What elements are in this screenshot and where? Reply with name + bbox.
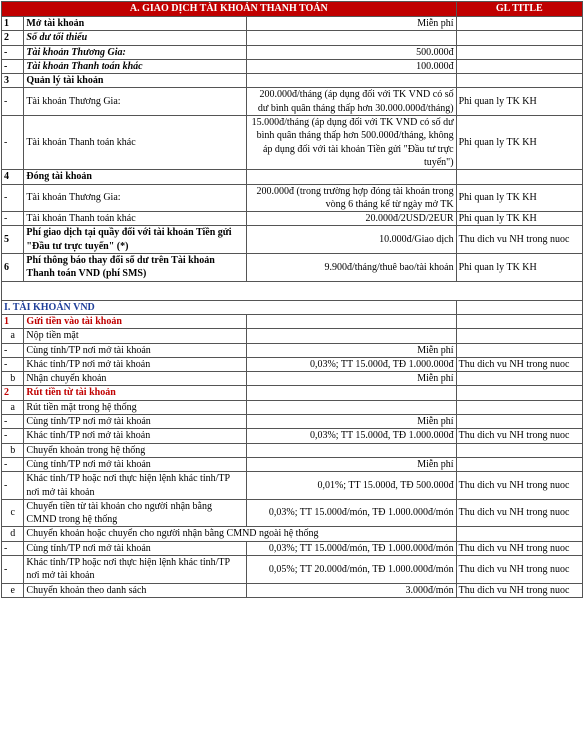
row-fee: 100.000đ xyxy=(246,59,456,73)
row-gl-title xyxy=(456,74,582,88)
row-description: Quản lý tài khoản xyxy=(24,74,246,88)
row-number: - xyxy=(2,555,24,583)
section-i-title-row xyxy=(2,300,583,314)
row-number: - xyxy=(2,88,24,116)
row-number: b xyxy=(2,443,24,457)
section-a-row xyxy=(2,31,583,45)
row-number: e xyxy=(2,583,24,597)
row-number: - xyxy=(2,541,24,555)
gl-title-header: GL TITLE xyxy=(456,2,582,17)
row-fee xyxy=(246,443,456,457)
row-fee xyxy=(246,386,456,400)
row-gl-title xyxy=(456,45,582,59)
row-fee xyxy=(246,400,456,414)
row-number: a xyxy=(2,400,24,414)
section-i-row xyxy=(2,527,583,541)
row-number: 6 xyxy=(2,254,24,282)
section-i-row xyxy=(2,443,583,457)
row-fee xyxy=(246,74,456,88)
row-gl-title xyxy=(456,527,582,541)
row-fee: Miễn phí xyxy=(246,343,456,357)
row-description: Tài khoản Thanh toán khác xyxy=(24,116,246,170)
row-number: 4 xyxy=(2,170,24,184)
row-fee xyxy=(246,329,456,343)
row-description: Nhận chuyển khoản xyxy=(24,372,246,386)
row-gl-title xyxy=(456,59,582,73)
row-description: Khác tỉnh/TP nơi mở tài khoản xyxy=(24,429,246,443)
section-a-row xyxy=(2,88,583,116)
row-fee xyxy=(246,170,456,184)
section-i-row xyxy=(2,457,583,471)
section-i-row xyxy=(2,329,583,343)
row-fee: 20.000đ/2USD/2EUR xyxy=(246,212,456,226)
row-fee: Miễn phí xyxy=(246,415,456,429)
row-fee: 0,03%; TT 15.000đ/món, TĐ 1.000.000đ/món xyxy=(246,541,456,555)
section-a-row xyxy=(2,212,583,226)
row-description: Số dư tối thiểu xyxy=(24,31,246,45)
section-a-row xyxy=(2,17,583,31)
row-description: Phí giao dịch tại quầy đối với tài khoản Tiền gửi "Đầu tư trực tuyến" (*) xyxy=(24,226,246,254)
row-gl-title xyxy=(456,343,582,357)
section-i-row xyxy=(2,583,583,597)
section-i-row xyxy=(2,314,583,328)
section-i-row xyxy=(2,499,583,527)
row-fee: 200.000đ (trong trường hợp đóng tài khoản trong vòng 6 tháng kể từ ngày mở TK xyxy=(246,184,456,212)
row-gl-title: Thu dich vu NH trong nuoc xyxy=(456,583,582,597)
row-fee: Miễn phí xyxy=(246,17,456,31)
row-description: Tài khoản Thương Gia: xyxy=(24,184,246,212)
row-gl-title: Thu dich vu NH trong nuoc xyxy=(456,429,582,443)
row-fee: 15.000đ/tháng (áp dụng đối với TK VND có số dư bình quân tháng thấp hơn 500.000đ/tháng, không áp dụng đối với tài khoản Tiền gửi "Đầu tư trực tuyến") xyxy=(246,116,456,170)
section-a-row xyxy=(2,254,583,282)
row-gl-title xyxy=(456,400,582,414)
row-description: Chuyển khoản trong hệ thống xyxy=(24,443,246,457)
row-number: c xyxy=(2,499,24,527)
row-fee xyxy=(246,31,456,45)
row-gl-title: Phi quan ly TK KH xyxy=(456,212,582,226)
row-fee: 200.000đ/tháng (áp dụng đối với TK VND có số dư bình quân tháng thấp hơn 30.000.000đ/tháng) xyxy=(246,88,456,116)
row-gl-title: Phi quan ly TK KH xyxy=(456,116,582,170)
row-description: Tài khoản Thương Gia: xyxy=(24,45,246,59)
row-description: Rút tiền từ tài khoản xyxy=(24,386,246,400)
section-i-row xyxy=(2,429,583,443)
row-gl-title xyxy=(456,31,582,45)
section-a-row xyxy=(2,45,583,59)
row-number: - xyxy=(2,343,24,357)
row-description: Cùng tỉnh/TP nơi mở tài khoản xyxy=(24,415,246,429)
section-i-row xyxy=(2,386,583,400)
row-gl-title xyxy=(456,329,582,343)
row-gl-title: Phi quan ly TK KH xyxy=(456,254,582,282)
row-fee: 0,01%; TT 15.000đ, TĐ 500.000đ xyxy=(246,472,456,500)
section-i-row xyxy=(2,472,583,500)
section-a-row xyxy=(2,116,583,170)
row-gl-title: Thu dich vu NH trong nuoc xyxy=(456,555,582,583)
row-gl-title xyxy=(456,457,582,471)
row-description: Đóng tài khoản xyxy=(24,170,246,184)
table-header-row xyxy=(2,2,583,17)
row-number: - xyxy=(2,472,24,500)
row-fee: 0,03%; TT 15.000đ, TĐ 1.000.000đ xyxy=(246,357,456,371)
section-a-row xyxy=(2,170,583,184)
row-number: - xyxy=(2,116,24,170)
row-fee: 10.000đ/Giao dịch xyxy=(246,226,456,254)
row-description: Rút tiền mặt trong hệ thống xyxy=(24,400,246,414)
row-description: Nộp tiền mặt xyxy=(24,329,246,343)
row-number: 1 xyxy=(2,314,24,328)
row-fee: 0,03%; TT 15.000đ, TĐ 1.000.000đ xyxy=(246,429,456,443)
spacer-row xyxy=(2,281,583,300)
section-i-row xyxy=(2,541,583,555)
row-gl-title: Thu dich vu NH trong nuoc xyxy=(456,541,582,555)
section-i-row xyxy=(2,372,583,386)
row-fee: Miễn phí xyxy=(246,372,456,386)
section-i-row xyxy=(2,415,583,429)
row-fee: 500.000đ xyxy=(246,45,456,59)
row-number: - xyxy=(2,59,24,73)
spacer-cell xyxy=(2,281,583,300)
row-description: Cùng tỉnh/TP nơi mở tài khoản xyxy=(24,457,246,471)
row-description: Chuyển tiền từ tài khoản cho người nhận bằng CMND trong hệ thống xyxy=(24,499,246,527)
row-gl-title xyxy=(456,415,582,429)
row-description: Chuyển khoản theo danh sách xyxy=(24,583,246,597)
row-number: - xyxy=(2,184,24,212)
row-number: b xyxy=(2,372,24,386)
section-a-row xyxy=(2,74,583,88)
row-description: Phí thông báo thay đổi số dư trên Tài khoản Thanh toán VND (phí SMS) xyxy=(24,254,246,282)
row-number: 1 xyxy=(2,17,24,31)
row-number: - xyxy=(2,357,24,371)
row-number: - xyxy=(2,457,24,471)
row-gl-title: Thu dich vu NH trong nuoc xyxy=(456,472,582,500)
row-description: Khác tỉnh/TP nơi mở tài khoản xyxy=(24,357,246,371)
section-a-row xyxy=(2,226,583,254)
row-description: Gửi tiền vào tài khoản xyxy=(24,314,246,328)
row-description: Tài khoản Thương Gia: xyxy=(24,88,246,116)
row-gl-title xyxy=(456,372,582,386)
section-i-row xyxy=(2,555,583,583)
section-i-row xyxy=(2,357,583,371)
row-fee: 3.000đ/món xyxy=(246,583,456,597)
section-a-row xyxy=(2,184,583,212)
row-gl-title xyxy=(456,17,582,31)
row-gl-title: Thu dich vu NH trong nuoc xyxy=(456,226,582,254)
row-gl-title xyxy=(456,443,582,457)
row-fee xyxy=(246,314,456,328)
section-i-gl-cell xyxy=(456,300,582,314)
row-fee: 0,03%; TT 15.000đ/món, TĐ 1.000.000đ/món xyxy=(246,499,456,527)
row-fee: 0,05%; TT 20.000đ/món, TĐ 1.000.000đ/món xyxy=(246,555,456,583)
row-gl-title xyxy=(456,386,582,400)
row-description: Mở tài khoản xyxy=(24,17,246,31)
row-number: - xyxy=(2,45,24,59)
section-i-title: I. TÀI KHOẢN VND xyxy=(2,300,457,314)
row-description: Cùng tỉnh/TP nơi mở tài khoản xyxy=(24,343,246,357)
row-number: a xyxy=(2,329,24,343)
section-i-row xyxy=(2,400,583,414)
row-description: Khác tỉnh/TP hoặc nơi thực hiện lệnh khác tỉnh/TP nơi mở tài khoản xyxy=(24,555,246,583)
row-fee: 9.900đ/tháng/thuê bao/tài khoản xyxy=(246,254,456,282)
row-gl-title xyxy=(456,170,582,184)
section-a-title: A. GIAO DỊCH TÀI KHOẢN THANH TOÁN xyxy=(2,2,457,17)
row-number: 5 xyxy=(2,226,24,254)
row-description: Tài khoản Thanh toán khác xyxy=(24,212,246,226)
row-fee: Miễn phí xyxy=(246,457,456,471)
section-a-row xyxy=(2,59,583,73)
row-number: d xyxy=(2,527,24,541)
row-number: 3 xyxy=(2,74,24,88)
row-number: 2 xyxy=(2,386,24,400)
row-description: Khác tỉnh/TP hoặc nơi thực hiện lệnh khác tỉnh/TP nơi mở tài khoản xyxy=(24,472,246,500)
row-gl-title: Thu dich vu NH trong nuoc xyxy=(456,357,582,371)
fee-schedule-table xyxy=(1,1,583,598)
row-number: 2 xyxy=(2,31,24,45)
row-gl-title: Phi quan ly TK KH xyxy=(456,88,582,116)
row-gl-title xyxy=(456,314,582,328)
section-i-row xyxy=(2,343,583,357)
row-description: Cùng tỉnh/TP nơi mở tài khoản xyxy=(24,541,246,555)
row-gl-title: Thu dich vu NH trong nuoc xyxy=(456,499,582,527)
row-number: - xyxy=(2,429,24,443)
row-number: - xyxy=(2,212,24,226)
row-number: - xyxy=(2,415,24,429)
row-gl-title: Phi quan ly TK KH xyxy=(456,184,582,212)
row-description: Chuyển khoản hoặc chuyển cho người nhận bằng CMND ngoài hệ thống xyxy=(24,527,456,541)
row-description: Tài khoản Thanh toán khác xyxy=(24,59,246,73)
